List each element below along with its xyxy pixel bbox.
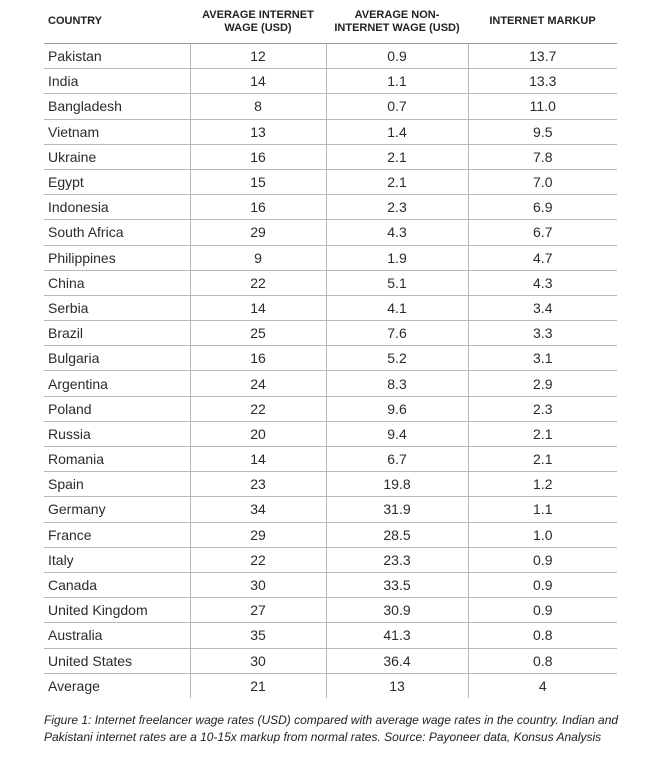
cell-internet-wage: 25 [190,321,326,346]
cell-internet-markup: 0.9 [468,598,617,623]
cell-internet-wage: 13 [190,119,326,144]
table-row [44,144,617,169]
cell-internet-wage: 9 [190,245,326,270]
cell-non-internet-wage: 2.1 [326,169,468,194]
table-row [44,572,617,597]
table-header [44,0,617,44]
cell-non-internet-wage: 2.1 [326,144,468,169]
cell-non-internet-wage: 2.3 [326,195,468,220]
cell-non-internet-wage: 9.6 [326,396,468,421]
header-internet-wage: AVERAGE INTERNET WAGE (USD) [190,0,326,44]
cell-non-internet-wage: 0.7 [326,94,468,119]
cell-non-internet-wage: 1.4 [326,119,468,144]
cell-internet-markup: 3.1 [468,346,617,371]
table-row [44,648,617,673]
table-row [44,547,617,572]
table-row [44,270,617,295]
cell-non-internet-wage: 1.9 [326,245,468,270]
cell-non-internet-wage: 30.9 [326,598,468,623]
cell-non-internet-wage: 5.1 [326,270,468,295]
table-row [44,295,617,320]
table-row [44,321,617,346]
cell-internet-markup: 4.7 [468,245,617,270]
cell-non-internet-wage: 33.5 [326,572,468,597]
header-internet-markup: INTERNET MARKUP [468,0,617,44]
cell-country: Bulgaria [44,346,190,371]
cell-non-internet-wage: 9.4 [326,421,468,446]
cell-internet-wage: 27 [190,598,326,623]
cell-internet-markup: 2.1 [468,447,617,472]
cell-non-internet-wage: 1.1 [326,69,468,94]
cell-non-internet-wage: 13 [326,673,468,698]
cell-internet-wage: 23 [190,472,326,497]
cell-internet-markup: 2.9 [468,371,617,396]
cell-internet-wage: 29 [190,220,326,245]
table-row [44,346,617,371]
cell-internet-markup: 2.1 [468,421,617,446]
header-country: COUNTRY [44,0,190,44]
cell-country: Serbia [44,295,190,320]
cell-country: Vietnam [44,119,190,144]
cell-non-internet-wage: 19.8 [326,472,468,497]
cell-internet-wage: 22 [190,396,326,421]
cell-non-internet-wage: 4.1 [326,295,468,320]
cell-internet-markup: 1.0 [468,522,617,547]
cell-internet-wage: 12 [190,44,326,69]
cell-non-internet-wage: 36.4 [326,648,468,673]
cell-country: Australia [44,623,190,648]
figure-caption: Figure 1: Internet freelancer wage rates (USD) compared with average wage rates in the country. Indian and Pakistani internet rates are a 10-15x markup from normal rates. Source: Payoneer data, Konsus Analysis [44,713,619,744]
table-row [44,69,617,94]
cell-non-internet-wage: 0.9 [326,44,468,69]
table-row [44,371,617,396]
table-row [44,472,617,497]
cell-country: Spain [44,472,190,497]
cell-non-internet-wage: 23.3 [326,547,468,572]
cell-internet-markup: 4.3 [468,270,617,295]
cell-country: Canada [44,572,190,597]
cell-country: Pakistan [44,44,190,69]
cell-internet-markup: 6.9 [468,195,617,220]
cell-country: Russia [44,421,190,446]
cell-country: Romania [44,447,190,472]
cell-country: India [44,69,190,94]
cell-internet-markup: 7.0 [468,169,617,194]
table-row [44,673,617,698]
cell-internet-wage: 22 [190,547,326,572]
cell-internet-wage: 14 [190,69,326,94]
table-row [44,119,617,144]
cell-country: Egypt [44,169,190,194]
table-row [44,447,617,472]
cell-internet-markup: 13.7 [468,44,617,69]
cell-non-internet-wage: 5.2 [326,346,468,371]
cell-country: Brazil [44,321,190,346]
table-row [44,421,617,446]
cell-internet-markup: 13.3 [468,69,617,94]
cell-non-internet-wage: 31.9 [326,497,468,522]
cell-internet-markup: 1.2 [468,472,617,497]
wage-table [44,0,617,698]
cell-internet-markup: 7.8 [468,144,617,169]
cell-country: France [44,522,190,547]
cell-internet-markup: 0.8 [468,623,617,648]
cell-internet-markup: 0.9 [468,547,617,572]
table-row [44,497,617,522]
cell-internet-wage: 20 [190,421,326,446]
cell-internet-markup: 11.0 [468,94,617,119]
header-non-internet-wage: AVERAGE NON-INTERNET WAGE (USD) [326,0,468,44]
cell-internet-markup: 4 [468,673,617,698]
header-row [44,0,617,44]
cell-internet-wage: 8 [190,94,326,119]
table-body [44,44,617,698]
cell-internet-wage: 29 [190,522,326,547]
cell-internet-wage: 22 [190,270,326,295]
cell-internet-markup: 1.1 [468,497,617,522]
cell-non-internet-wage: 7.6 [326,321,468,346]
cell-internet-wage: 35 [190,623,326,648]
cell-country: Italy [44,547,190,572]
table-row [44,396,617,421]
cell-non-internet-wage: 6.7 [326,447,468,472]
cell-country: Poland [44,396,190,421]
cell-internet-wage: 14 [190,447,326,472]
cell-non-internet-wage: 28.5 [326,522,468,547]
cell-internet-wage: 30 [190,648,326,673]
cell-country: Bangladesh [44,94,190,119]
cell-country: United States [44,648,190,673]
cell-country: China [44,270,190,295]
cell-internet-wage: 34 [190,497,326,522]
cell-internet-wage: 30 [190,572,326,597]
cell-internet-wage: 21 [190,673,326,698]
cell-internet-wage: 16 [190,346,326,371]
cell-internet-wage: 15 [190,169,326,194]
cell-non-internet-wage: 41.3 [326,623,468,648]
cell-country: Argentina [44,371,190,396]
cell-internet-markup: 3.4 [468,295,617,320]
cell-internet-markup: 0.9 [468,572,617,597]
cell-country: South Africa [44,220,190,245]
table-row [44,195,617,220]
cell-country: Indonesia [44,195,190,220]
table-row [44,220,617,245]
cell-internet-markup: 0.8 [468,648,617,673]
cell-country: Average [48,677,100,694]
cell-internet-markup: 3.3 [468,321,617,346]
wage-table-container [44,0,617,698]
cell-country: Philippines [44,245,190,270]
table-row [44,44,617,69]
cell-non-internet-wage: 8.3 [326,371,468,396]
cell-internet-markup: 2.3 [468,396,617,421]
table-row [44,245,617,270]
cell-internet-wage: 16 [190,195,326,220]
cell-internet-wage: 24 [190,371,326,396]
table-row [44,623,617,648]
cell-internet-markup: 6.7 [468,220,617,245]
table-row [44,598,617,623]
table-row [44,94,617,119]
cell-country: Germany [44,497,190,522]
table-row [44,169,617,194]
cell-non-internet-wage: 4.3 [326,220,468,245]
cell-country: Ukraine [44,144,190,169]
cell-internet-markup: 9.5 [468,119,617,144]
table-row [44,522,617,547]
cell-internet-wage: 16 [190,144,326,169]
cell-country: United Kingdom [44,598,190,623]
cell-internet-wage: 14 [190,295,326,320]
